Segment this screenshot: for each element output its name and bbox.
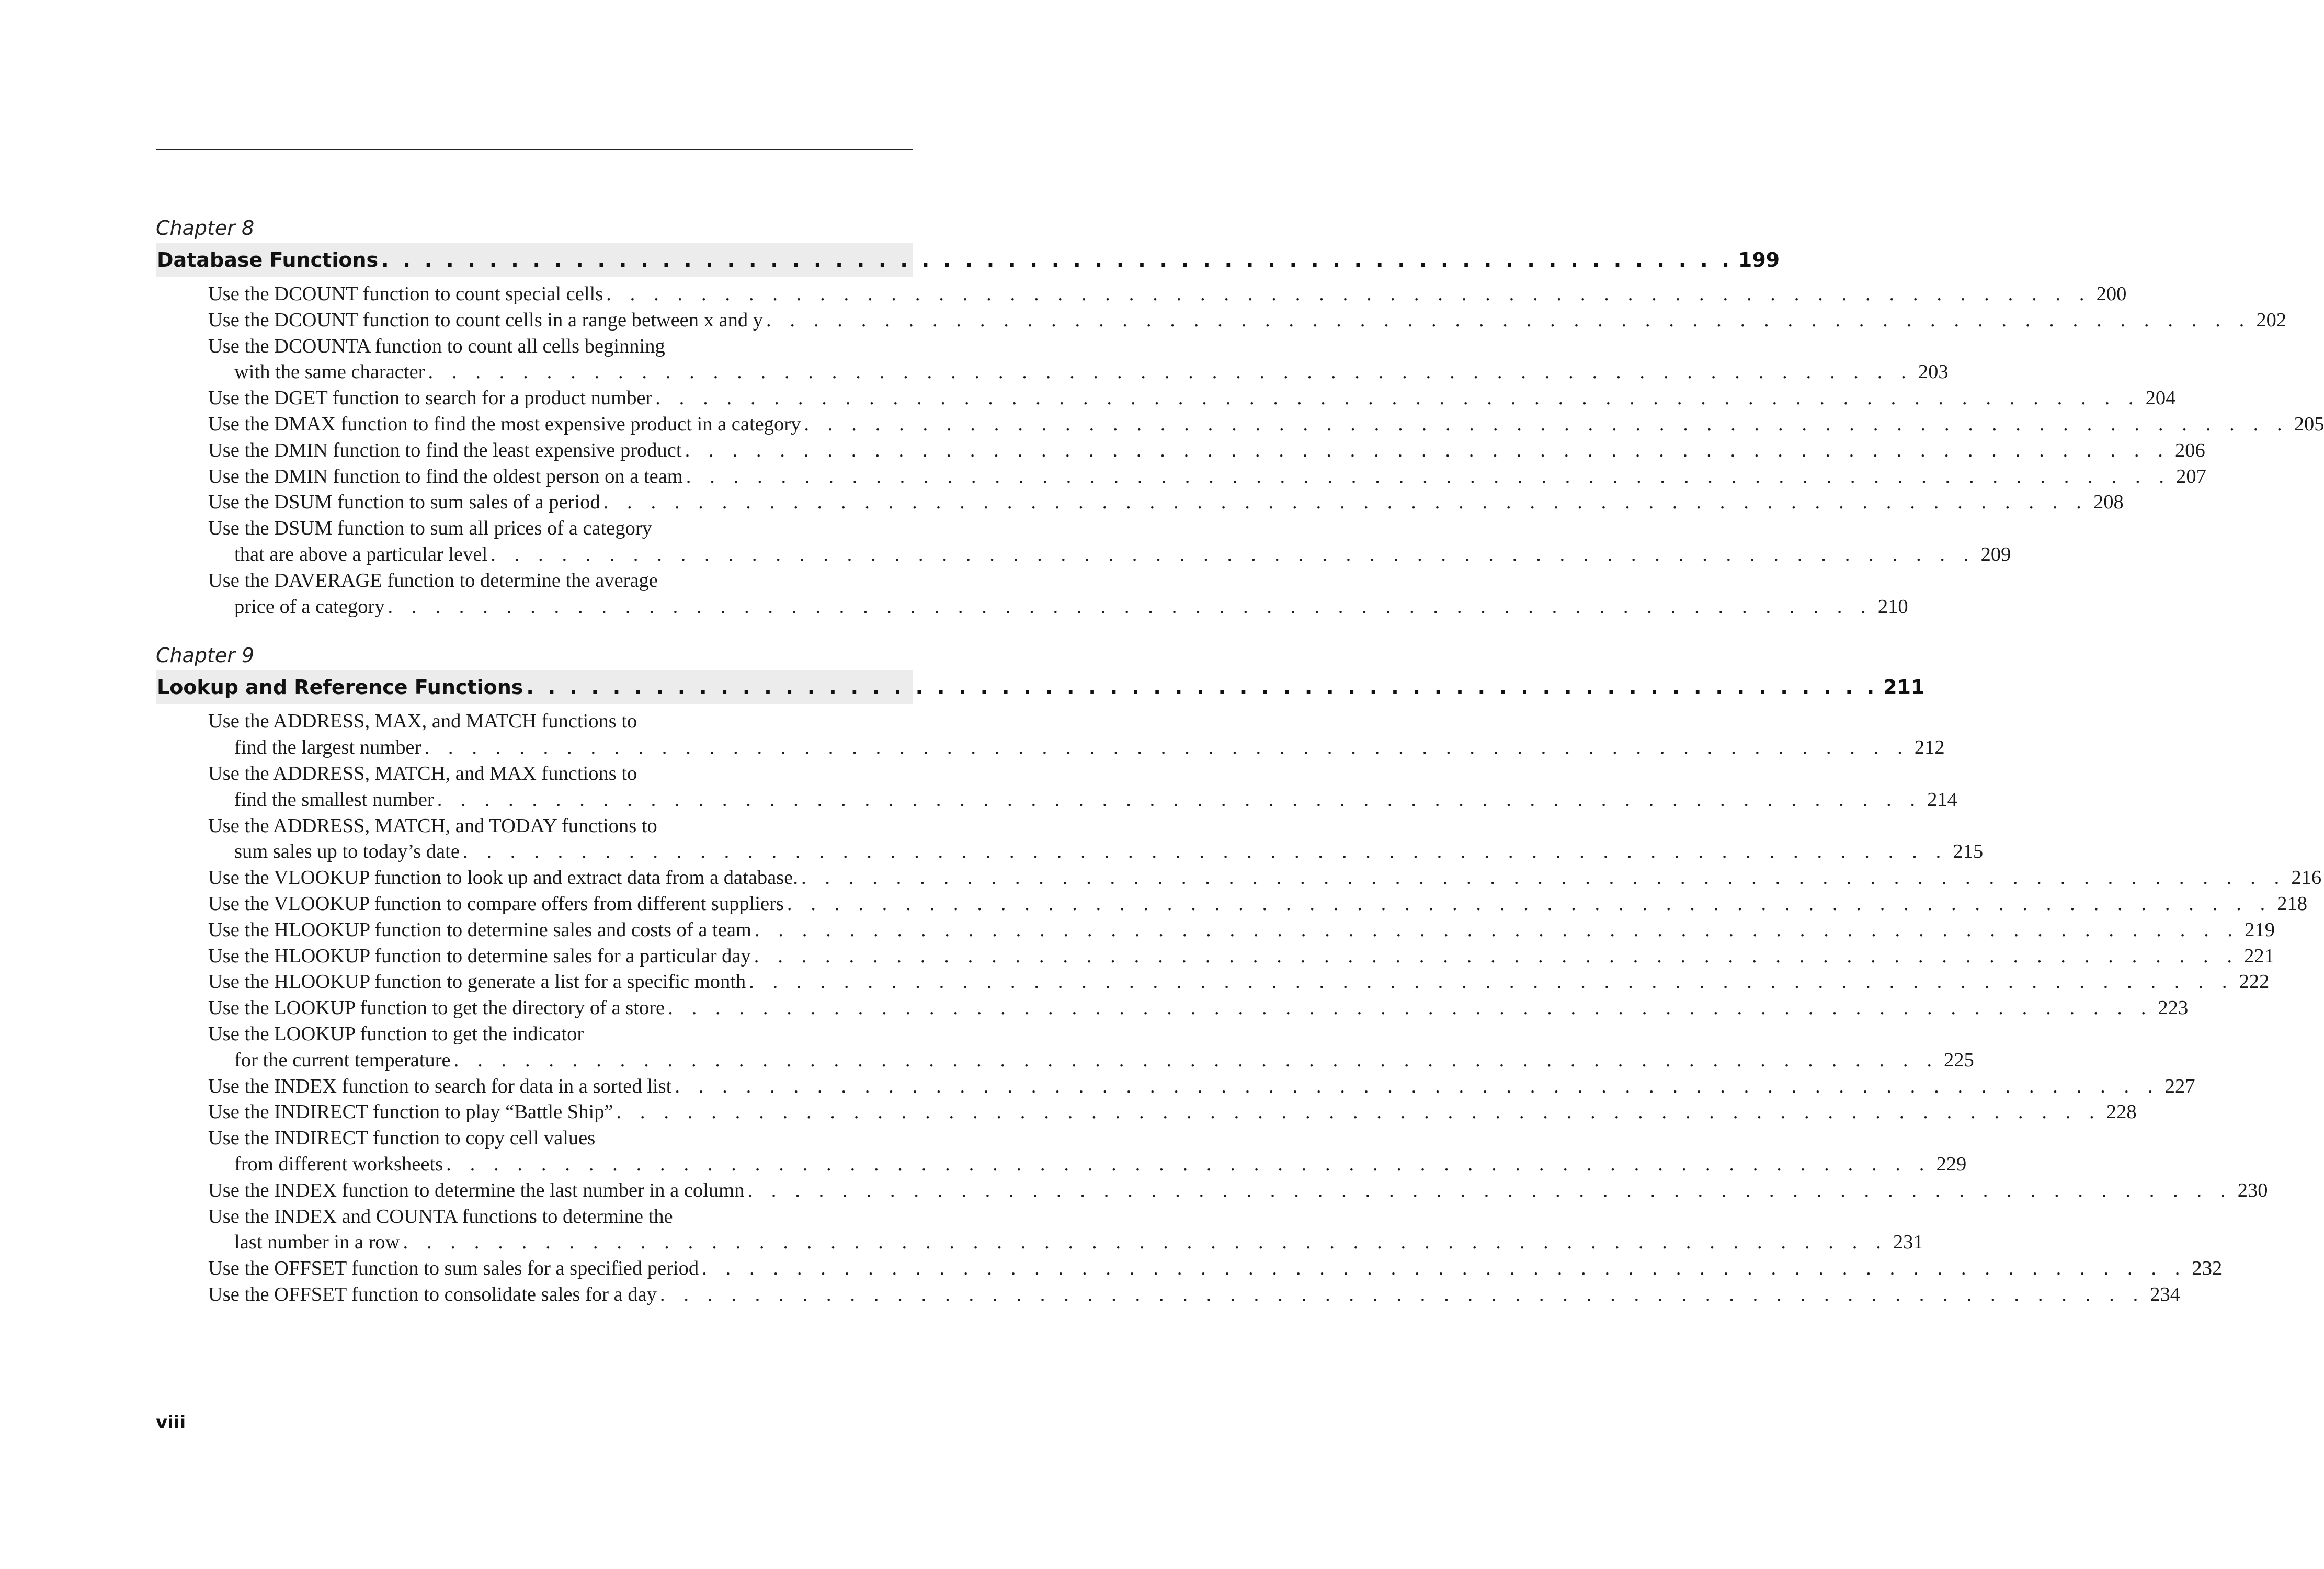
toc-entry[interactable] xyxy=(156,1204,1923,1256)
toc-entry-page-number: 212 xyxy=(1914,736,1945,759)
chapter-title: Database Functions xyxy=(157,248,379,271)
dot-leader: . . . . . . . . . . . . . . . . . . . . . . . . . . . . . . . . . . . . . . . . . . . . . . . . . . . . . . . . . . . . . . . xyxy=(381,248,1733,271)
toc-entry[interactable] xyxy=(156,516,2011,568)
toc-entry-text: Use the DMAX function to find the most expensive product in a category xyxy=(208,413,801,435)
dot-leader: . . . . . . . . . . . . . . . . . . . . . . . . . . . . . . . . . . . . . . . . . . . . . . . . . . . . . . . . . . . . . . . xyxy=(437,788,1922,811)
toc-entry-row xyxy=(208,359,1949,385)
toc-entry-text: Use the ADDRESS, MATCH, and MAX functions to xyxy=(208,762,637,784)
dot-leader: . . . . . . . . . . . . . . . . . . . . . . . . . . . . . . . . . . . . . . . . . . . . . . . . . . . . . . . . . . . . . . . xyxy=(388,595,1873,618)
toc-entry[interactable] xyxy=(156,709,1945,761)
toc-entry-text: Use the DMIN function to find the least expensive product xyxy=(208,439,682,461)
toc-entry-text: Use the LOOKUP function to get the directory of a store xyxy=(208,997,665,1019)
dot-leader: . . . . . . . . . . . . . . . . . . . . . . . . . . . . . . . . . . . . . . . . . . . . . . . . . . . . . . . . . . . . . . . xyxy=(749,971,2234,993)
toc-entry-text: Use the INDEX and COUNTA functions to determine the xyxy=(208,1205,673,1227)
dot-leader: . . . . . . . . . . . . . . . . . . . . . . . . . . . . . . . . . . . . . . . . . . . . . . . . . . . . . . . . . . . . . . . xyxy=(804,413,2289,435)
toc-entry-row xyxy=(208,735,1945,761)
toc-entry-page-number: 206 xyxy=(2174,439,2205,461)
toc-entry-page-number: 202 xyxy=(2256,309,2287,331)
dot-leader: . . . . . . . . . . . . . . . . . . . . . . . . . . . . . . . . . . . . . . . . . . . . . . . . . . . . . . . . . . . . . . . xyxy=(453,1049,1939,1071)
toc-entry-text: for the current temperature xyxy=(234,1049,451,1071)
dot-leader: . . . . . . . . . . . . . . . . . . . . . . . . . . . . . . . . . . . . . . . . . . . . . . . . . . . . . . . . . . . . . . . xyxy=(686,465,2171,487)
toc-entry-page-number: 230 xyxy=(2237,1179,2268,1201)
toc-entry-page-number: 227 xyxy=(2164,1075,2195,1097)
toc-entry-page-number: 222 xyxy=(2239,971,2270,993)
toc-entry-page-number: 215 xyxy=(1953,840,1984,863)
toc-entry[interactable] xyxy=(156,995,2189,1021)
chapter-title-row[interactable] xyxy=(156,670,1925,704)
toc-entry-text: price of a category xyxy=(234,595,385,618)
dot-leader: . . . . . . . . . . . . . . . . . . . . . . . . . . . . . . . . . . . . . . . . . . . . . . . . . . . . . . . . . . . . . . . xyxy=(428,361,1913,383)
toc-entry-text: Use the DMIN function to find the oldest person on a team xyxy=(208,465,683,487)
toc-entry-page-number: 205 xyxy=(2294,413,2324,435)
toc-entry-row xyxy=(208,385,2176,412)
toc-entry[interactable] xyxy=(156,334,1949,386)
toc-entry-text: last number in a row xyxy=(234,1231,400,1254)
toc-entry[interactable] xyxy=(156,568,1908,620)
toc-entry[interactable] xyxy=(156,1256,2223,1282)
toc-entry-page-number: 234 xyxy=(2150,1283,2181,1305)
toc-entry-row xyxy=(208,542,2011,568)
toc-entry-text: Use the DCOUNT function to count special cells xyxy=(208,283,603,305)
toc-entry[interactable] xyxy=(156,1074,2195,1100)
chapter-page-number: 211 xyxy=(1883,676,1925,699)
toc-entry-page-number: 216 xyxy=(2291,867,2322,889)
dot-leader: . . . . . . . . . . . . . . . . . . . . . . . . . . . . . . . . . . . . . . . . . . . . . . . . . . . . . . . . . . . . . . . xyxy=(801,867,2286,889)
toc-entry-row xyxy=(208,839,1984,865)
toc-entry-text: Use the HLOOKUP function to generate a list for a specific month xyxy=(208,971,746,993)
toc-entry-page-number: 200 xyxy=(2096,283,2127,305)
toc-entry-text: Use the INDIRECT function to play “Battle Ship” xyxy=(208,1101,613,1123)
toc-entry-text: with the same character xyxy=(234,361,425,383)
toc-entry[interactable] xyxy=(156,917,2275,943)
toc-entry[interactable] xyxy=(156,1178,2268,1204)
toc-entry-page-number: 208 xyxy=(2093,491,2124,514)
toc-entry[interactable] xyxy=(156,943,2274,970)
toc-entry[interactable] xyxy=(156,1125,1967,1178)
toc-entry[interactable] xyxy=(156,969,2270,995)
toc-entry-text: Use the INDEX function to determine the last number in a column xyxy=(208,1179,745,1201)
toc-entry-text: find the largest number xyxy=(234,736,421,759)
chapter-page-number: 199 xyxy=(1738,248,1780,271)
toc-entry-text: Use the DCOUNT function to count cells in a range between x and y xyxy=(208,309,763,331)
toc-entry-text: Use the VLOOKUP function to look up and extract data from a database. xyxy=(208,867,798,889)
toc-entry[interactable] xyxy=(156,761,1957,813)
toc-entry-row xyxy=(208,1074,2195,1100)
dot-leader: . . . . . . . . . . . . . . . . . . . . . . . . . . . . . . . . . . . . . . . . . . . . . . . . . . . . . . . . . . . . . . . xyxy=(787,892,2272,915)
toc-entry-row xyxy=(208,1178,2268,1204)
dot-leader: . . . . . . . . . . . . . . . . . . . . . . . . . . . . . . . . . . . . . . . . . . . . . . . . . . . . . . . . . . . . . . . xyxy=(754,918,2240,941)
toc-entry-text: Use the VLOOKUP function to compare offers from different suppliers xyxy=(208,892,784,915)
toc-entry-text: Use the INDIRECT function to copy cell values xyxy=(208,1127,596,1150)
toc-entry-row xyxy=(208,464,2206,490)
toc-entry-page-number: 214 xyxy=(1927,788,1957,811)
toc-entry-text: that are above a particular level xyxy=(234,543,488,565)
chapter-label: Chapter 9 xyxy=(156,644,255,667)
toc-entry-page-number: 231 xyxy=(1893,1231,1923,1254)
dot-leader: . . . . . . . . . . . . . . . . . . . . . . . . . . . . . . . . . . . . . . . . . . . . . . . . . . . . . . . . . . . . . . . xyxy=(462,840,1948,863)
dot-leader: . . . . . . . . . . . . . . . . . . . . . . . . . . . . . . . . . . . . . . . . . . . . . . . . . . . . . . . . . . . . . . . xyxy=(616,1101,2101,1123)
toc-entry-page-number: 207 xyxy=(2176,465,2206,487)
toc-entry-row xyxy=(208,1230,1923,1256)
toc-entry-page-number: 209 xyxy=(1980,543,2011,565)
toc-entry-row xyxy=(208,281,2127,308)
toc-entry-text: Use the DCOUNTA function to count all cells beginning xyxy=(208,335,665,357)
toc-entry[interactable] xyxy=(156,281,2127,308)
toc-entry[interactable] xyxy=(156,438,2205,464)
toc-entry-text: Use the OFFSET function to consolidate sales for a day xyxy=(208,1283,657,1305)
toc-entry-text: Use the DSUM function to sum sales of a period xyxy=(208,491,600,514)
toc-entry-page-number: 219 xyxy=(2245,918,2275,941)
dot-leader: . . . . . . . . . . . . . . . . . . . . . . . . . . . . . . . . . . . . . . . . . . . . . . . . . . . . . . . . . . . . . . . xyxy=(702,1257,2187,1280)
page-folio: viii xyxy=(156,1412,186,1433)
toc-entry-text: Use the DSUM function to sum all prices of a category xyxy=(208,517,652,540)
chapter-section xyxy=(156,213,2324,620)
chapter-label: Chapter 8 xyxy=(156,217,255,240)
toc-entry-page-number: 218 xyxy=(2277,892,2308,915)
dot-leader: . . . . . . . . . . . . . . . . . . . . . . . . . . . . . . . . . . . . . . . . . . . . . . . . . . . . . . . . . . . . . . . xyxy=(659,1283,2145,1305)
dot-leader: . . . . . . . . . . . . . . . . . . . . . . . . . . . . . . . . . . . . . . . . . . . . . . . . . . . . . . . . . . . . . . . xyxy=(403,1231,1888,1254)
toc-entry-text: from different worksheets xyxy=(234,1153,443,1175)
toc-entry-row xyxy=(208,865,2322,891)
toc-entry-row xyxy=(208,995,2189,1021)
table-of-contents xyxy=(156,213,2324,1329)
toc-entry-row xyxy=(208,891,2308,917)
toc-entry-page-number: 223 xyxy=(2158,997,2189,1019)
toc-entry-row xyxy=(208,1152,1967,1178)
chapter-section xyxy=(156,641,2322,1308)
toc-entry-text: Use the OFFSET function to sum sales for a specified period xyxy=(208,1257,699,1280)
chapter-title-row[interactable] xyxy=(156,243,1780,277)
toc-entry-row xyxy=(208,308,2287,334)
toc-entry[interactable] xyxy=(156,385,2176,412)
toc-entry-row xyxy=(208,594,1908,620)
toc-entry-page-number: 228 xyxy=(2106,1101,2137,1123)
toc-entry[interactable] xyxy=(156,891,2308,917)
dot-leader: . . . . . . . . . . . . . . . . . . . . . . . . . . . . . . . . . . . . . . . . . . . . . . . . . . . . . . . . . . . . . . . xyxy=(424,736,1909,759)
dot-leader: . . . . . . . . . . . . . . . . . . . . . . . . . . . . . . . . . . . . . . . . . . . . . . . . . . . . . . . . . . . . . . . xyxy=(747,1179,2232,1201)
dot-leader: . . . . . . . . . . . . . . . . . . . . . . . . . . . . . . . . . . . . . . . . . . . . . . . . . . . . . . . . . . . . . . . xyxy=(675,1075,2160,1097)
dot-leader: . . . . . . . . . . . . . . . . . . . . . . . . . . . . . . . . . . . . . . . . . . . . . . . . . . . . . . . . . . . . . . . xyxy=(491,543,1976,565)
toc-entry[interactable] xyxy=(156,813,1984,866)
toc-entry-row xyxy=(208,1282,2181,1308)
toc-entry-row xyxy=(208,1099,2137,1125)
dot-leader: . . . . . . . . . . . . . . . . . . . . . . . . . . . . . . . . . . . . . . . . . . . . . . . . . . . . . . . . . . . . . . . xyxy=(685,439,2170,461)
dot-leader: . . . . . . . . . . . . . . . . . . . . . . . . . . . . . . . . . . . . . . . . . . . . . . . . . . . . . . . . . . . . . . . xyxy=(603,491,2088,514)
toc-entry-row xyxy=(208,412,2324,438)
dot-leader: . . . . . . . . . . . . . . . . . . . . . . . . . . . . . . . . . . . . . . . . . . . . . . . . . . . . . . . . . . . . . . . xyxy=(606,283,2091,305)
toc-entry-page-number: 225 xyxy=(1944,1049,1974,1071)
toc-entry-row xyxy=(208,438,2205,464)
dot-leader: . . . . . . . . . . . . . . . . . . . . . . . . . . . . . . . . . . . . . . . . . . . . . . . . . . . . . . . . . . . . . . . xyxy=(668,997,2153,1019)
toc-entry[interactable] xyxy=(156,490,2124,516)
dot-leader: . . . . . . . . . . . . . . . . . . . . . . . . . . . . . . . . . . . . . . . . . . . . . . . . . . . . . . . . . . . . . . . xyxy=(754,945,2239,967)
toc-entry-text: Use the ADDRESS, MATCH, and TODAY functions to xyxy=(208,814,657,837)
toc-entry-text: sum sales up to today’s date xyxy=(234,840,460,863)
dot-leader: . . . . . . . . . . . . . . . . . . . . . . . . . . . . . . . . . . . . . . . . . . . . . . . . . . . . . . . . . . . . . . . xyxy=(526,676,1878,699)
header-rule xyxy=(156,149,913,150)
toc-entry-page-number: 204 xyxy=(2145,387,2176,410)
toc-entry[interactable] xyxy=(156,1021,1974,1074)
toc-entry-text: Use the INDEX function to search for data in a sorted list xyxy=(208,1075,672,1097)
toc-entry-page-number: 232 xyxy=(2192,1257,2223,1280)
toc-entry-page-number: 221 xyxy=(2244,945,2274,967)
toc-entry-text: Use the DAVERAGE function to determine the average xyxy=(208,569,658,592)
toc-entry-row xyxy=(208,969,2270,995)
toc-entry-row xyxy=(208,787,1957,813)
toc-entry[interactable] xyxy=(156,865,2322,891)
toc-entry-text: Use the ADDRESS, MAX, and MATCH functions to xyxy=(208,710,637,733)
toc-entry-text: Use the LOOKUP function to get the indicator xyxy=(208,1022,584,1045)
toc-entry-row xyxy=(208,943,2274,970)
toc-entry-row xyxy=(208,1256,2223,1282)
toc-entry[interactable] xyxy=(156,412,2324,438)
toc-entry[interactable] xyxy=(156,464,2206,490)
dot-leader: . . . . . . . . . . . . . . . . . . . . . . . . . . . . . . . . . . . . . . . . . . . . . . . . . . . . . . . . . . . . . . . xyxy=(655,387,2140,410)
toc-entry-page-number: 210 xyxy=(1877,595,1908,618)
toc-entry-row xyxy=(208,1048,1974,1074)
toc-entry-text: Use the HLOOKUP function to determine sales for a particular day xyxy=(208,945,751,967)
toc-entry-text: Use the HLOOKUP function to determine sales and costs of a team xyxy=(208,918,751,941)
toc-entry[interactable] xyxy=(156,308,2287,334)
dot-leader: . . . . . . . . . . . . . . . . . . . . . . . . . . . . . . . . . . . . . . . . . . . . . . . . . . . . . . . . . . . . . . . xyxy=(446,1153,1931,1175)
toc-entry-text: find the smallest number xyxy=(234,788,434,811)
chapter-title: Lookup and Reference Functions xyxy=(157,676,523,699)
toc-entry-row xyxy=(208,490,2124,516)
toc-entry-text: Use the DGET function to search for a product number xyxy=(208,387,653,410)
toc-entry[interactable] xyxy=(156,1282,2181,1308)
toc-entry-page-number: 203 xyxy=(1918,361,1949,383)
toc-entry[interactable] xyxy=(156,1099,2137,1125)
toc-entry-row xyxy=(208,917,2275,943)
toc-entry-page-number: 229 xyxy=(1936,1153,1967,1175)
dot-leader: . . . . . . . . . . . . . . . . . . . . . . . . . . . . . . . . . . . . . . . . . . . . . . . . . . . . . . . . . . . . . . . xyxy=(766,309,2251,331)
